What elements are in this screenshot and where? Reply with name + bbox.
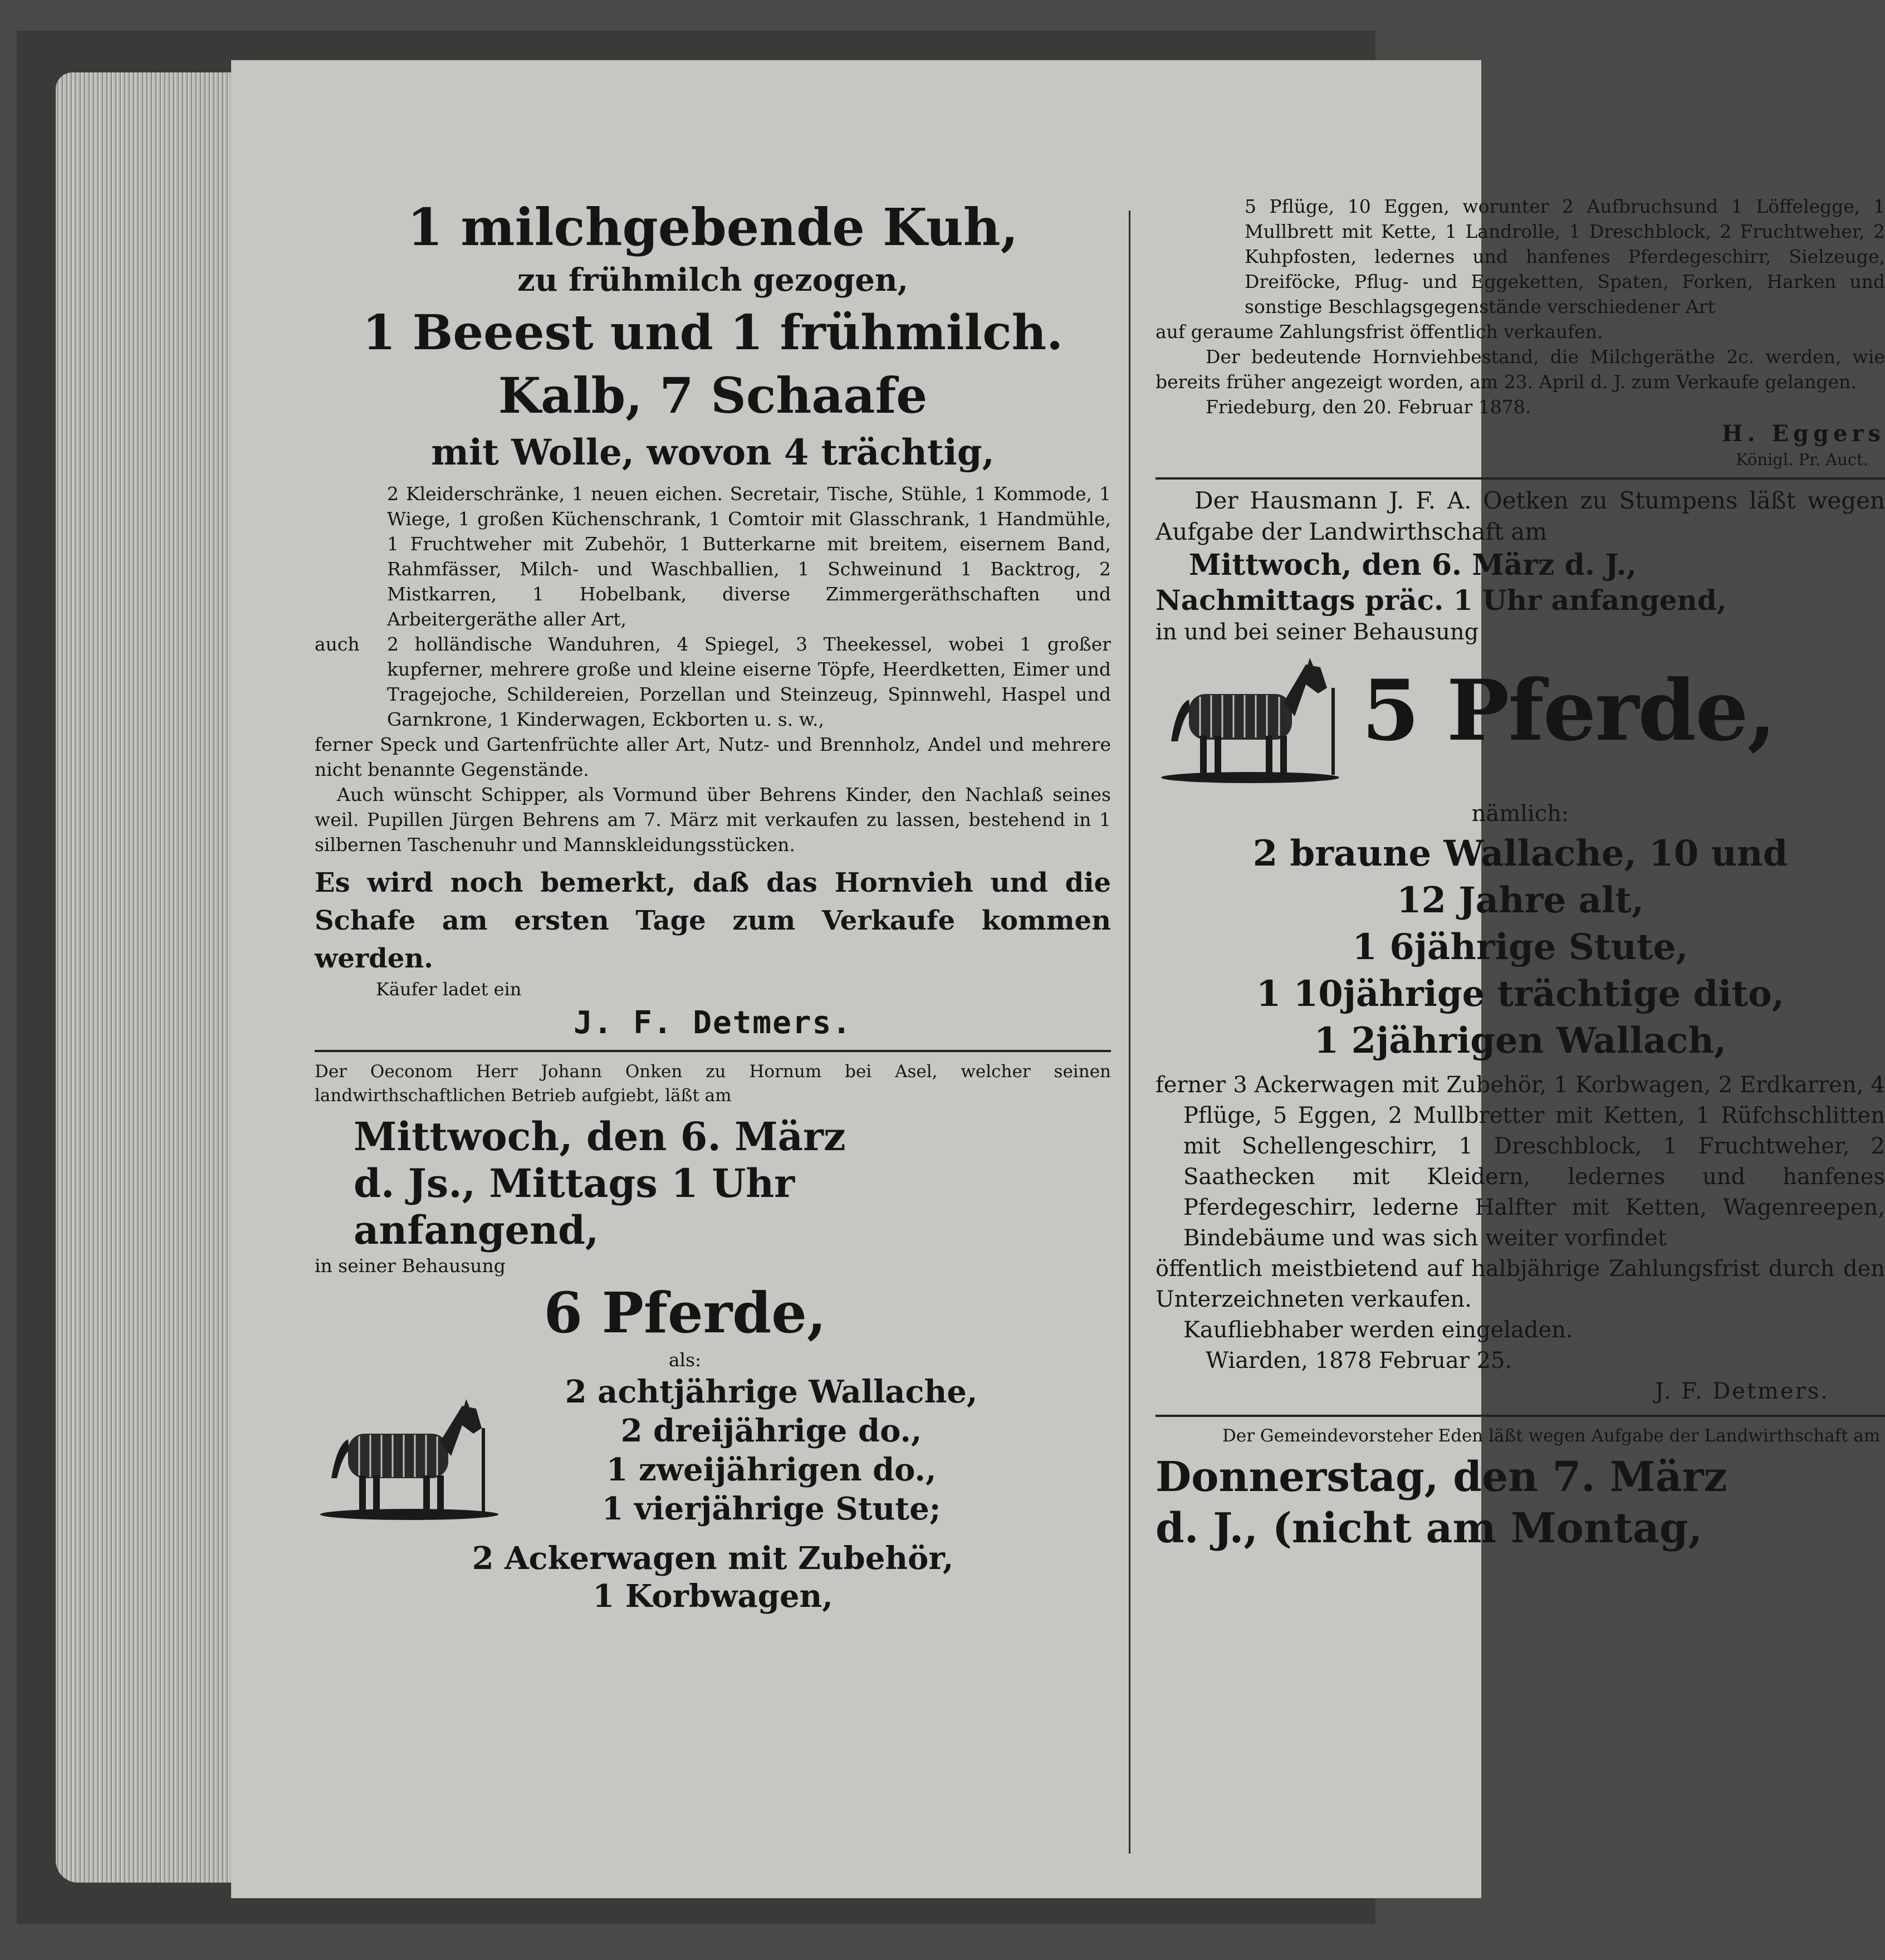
- book-page-edges: [56, 72, 239, 1883]
- ad3-naemlich: nämlich:: [1471, 801, 1569, 827]
- ad2-place: in seiner Behausung: [315, 1255, 506, 1277]
- horse-illustration-icon: [315, 1395, 504, 1523]
- ad1-headline-beeest: 1 Beeest und 1 frühmilch.: [362, 305, 1064, 361]
- ad2-list-item: 1 vierjährige Stute;: [601, 1490, 941, 1527]
- ad2-list-item: 1 zweijährigen do.,: [606, 1451, 937, 1488]
- ad1-headline-kalb: Kalb, 7 Schaafe: [498, 366, 928, 424]
- ad3-horse-block: [1156, 647, 1885, 797]
- left-column: [315, 60, 1111, 1615]
- ad2-date-line2: d. Js., Mittags 1 Uhr: [354, 1160, 795, 1206]
- ad1-schipper-note: Auch wünscht Schipper, als Vormund über Behrens Kinder, den Nachlaß seines weil. Pupillen Jürgen Behrens am 7. März mit verkaufen zu lassen, bestehend in 1 silbernen Taschenuhr und Mannskleidungsstücken.: [315, 784, 1111, 856]
- newspaper-page: [231, 60, 1885, 1898]
- ad1-headline-wolle: mit Wolle, wovon 4 trächtig,: [431, 432, 995, 473]
- ad3-list-line: 1 2jährigen Wallach,: [1314, 1020, 1727, 1062]
- ad1-invite: Käufer ladet ein: [376, 979, 522, 1000]
- ad2-intro: Der Oeconom Herr Johann Onken zu Hornum bei Asel, welcher seinen landwirthschaftlichen Betrieb aufgiebt, läßt am: [315, 1062, 1111, 1106]
- ad3-date: Wiarden, 1878 Februar 25.: [1206, 1348, 1512, 1374]
- ad2-list-block: [315, 1372, 1111, 1539]
- ad1-item-list-2: 2 holländische Wanduhren, 4 Spiegel, 3 Theekessel, wobei 1 großer kupferner, mehrere große und kleine eiserne Töpfe, Heerdketten, Eimer und Tragejoche, Schildereien, Porzellan und Steinzeug, Spinnwehl, Haspel und Garnkrone, 1 Kinderwagen, Eckborten u. s. w.,: [387, 633, 1111, 730]
- ad2-date-line3: anfangend,: [354, 1207, 599, 1253]
- ad1-item-list-3: ferner Speck und Gartenfrüchte aller Art, Nutz- und Brennholz, Andel und mehrere nicht benannte Gegenstände.: [315, 734, 1111, 780]
- ad2-date-line1: Mittwoch, den 6. März: [354, 1113, 846, 1160]
- ad-top-note: Der bedeutende Hornviehbestand, die Milchgeräthe 2c. werden, wie bereits früher angezeigt worden, am 23. April d. J. zum Verkaufe gelangen.: [1156, 346, 1885, 393]
- ad3-date-line1: Mittwoch, den 6. März d. J.,: [1189, 548, 1637, 582]
- ad2-list-item: 2 achtjährige Wallache,: [565, 1374, 978, 1410]
- ad1-headline-cow: 1 milchgebende Kuh,: [407, 197, 1019, 257]
- ad-top-signature-title: Königl. Pr. Auct.: [1736, 450, 1868, 469]
- ad2-headline-horses: 6 Pferde,: [544, 1280, 826, 1346]
- ad4-intro: Der Gemeindevorsteher Eden läßt wegen Aufgabe der Landwirthschaft am: [1222, 1426, 1881, 1446]
- ad3-sell: öffentlich meistbietend auf halbjährige Zahlungsfrist durch den Unterzeichneten verkaufen.: [1156, 1256, 1885, 1312]
- ad3-list-line: 1 10jährige trächtige dito,: [1256, 973, 1785, 1015]
- ad3-headline-horses: 5 Pferde,: [1362, 662, 1775, 760]
- ad1-item-list: 2 Kleiderschränke, 1 neuen eichen. Secretair, Tische, Stühle, 1 Kommode, 1 Wiege, 1 großen Küchenschrank, 1 Comtoir mit Glasschrank, 1 Handmühle, 1 Fruchtweher mit Zubehör, 1 Butterkarne mit breitem, eisernem Band, Rahmfässer, Milch- und Waschballien, 1 Schweinund 1 Backtrog, 2 Mistkarren, 1 Hobelbank, diverse Zimmergeräthschaften und Arbeitergeräthe aller Art,: [387, 483, 1111, 630]
- ad3-list-line: 12 Jahre alt,: [1397, 879, 1644, 921]
- ad-top-date: Friedeburg, den 20. Februar 1878.: [1206, 396, 1531, 418]
- ad-top-sell: auf geraume Zahlungsfrist öffentlich verkaufen.: [1156, 321, 1603, 343]
- ad2-korbwagen: 1 Korbwagen,: [593, 1578, 833, 1615]
- ad2-als: als:: [668, 1349, 702, 1371]
- ad-top-signature: H. Eggers: [1721, 421, 1885, 447]
- column-divider: [1129, 211, 1130, 1854]
- ad3-list-line: 2 braune Wallache, 10 und: [1252, 833, 1788, 874]
- horse-illustration-icon: [1156, 652, 1356, 786]
- ad1-headline-sub: zu frühmilch gezogen,: [517, 262, 909, 299]
- ad3-more-items: ferner 3 Ackerwagen mit Zubehör, 1 Korbwagen, 2 Erdkarren, 4 Pflüge, 5 Eggen, 2 Mullbretter mit Ketten, 1 Rüfchschlitten mit Schellengeschirr, 1 Dreschblock, 1 Fruchtweher, 2 Saathecken mit Kleidern, ledernes und hanfenes Pferdegeschirr, lederne Halfter mit Ketten, Wagenreepen, Bindebäume und was sich weiter vorfindet: [1156, 1072, 1885, 1251]
- right-column: [1156, 60, 1885, 1554]
- ad3-place: in und bei seiner Behausung: [1156, 619, 1479, 645]
- ad1-auch-label: auch: [315, 633, 360, 655]
- ad-top-item-list: 5 Pflüge, 10 Eggen, worunter 2 Aufbruchsund 1 Löffelegge, 1 Mullbrett mit Kette, 1 Landrolle, 1 Dreschblock, 2 Fruchtweher, 2 Kuhpfosten, ledernes und hanfenes Pferdegeschirr, Sielzeuge, Dreiföcke, Pflug- und Eggeketten, Spaten, Forken, Harken und sonstige Beschlagsgegenstände verschiedener Art: [1245, 195, 1885, 317]
- ad3-list-line: 1 6jährige Stute,: [1352, 926, 1688, 968]
- ad3-signature: J. F. Detmers.: [1654, 1379, 1829, 1404]
- ad4-date-line2: d. J., (nicht am Montag,: [1156, 1504, 1703, 1552]
- ad3-date-line2: Nachmittags präc. 1 Uhr anfangend,: [1156, 584, 1727, 617]
- ad3-invite: Kaufliebhaber werden eingeladen.: [1183, 1317, 1573, 1343]
- ad2-list-item: 2 dreijährige do.,: [620, 1412, 922, 1449]
- ad2-wagons: 2 Ackerwagen mit Zubehör,: [472, 1540, 954, 1577]
- ad1-signature: J. F. Detmers.: [573, 1005, 852, 1041]
- ad3-intro: Der Hausmann J. F. A. Oetken zu Stumpens läßt wegen Aufgabe der Landwirthschaft am: [1156, 487, 1885, 545]
- ad1-remark: Es wird noch bemerkt, daß das Hornvieh und die Schafe am ersten Tage zum Verkaufe kommen werden.: [315, 867, 1111, 974]
- ad4-date-line1: Donnerstag, den 7. März: [1156, 1453, 1727, 1501]
